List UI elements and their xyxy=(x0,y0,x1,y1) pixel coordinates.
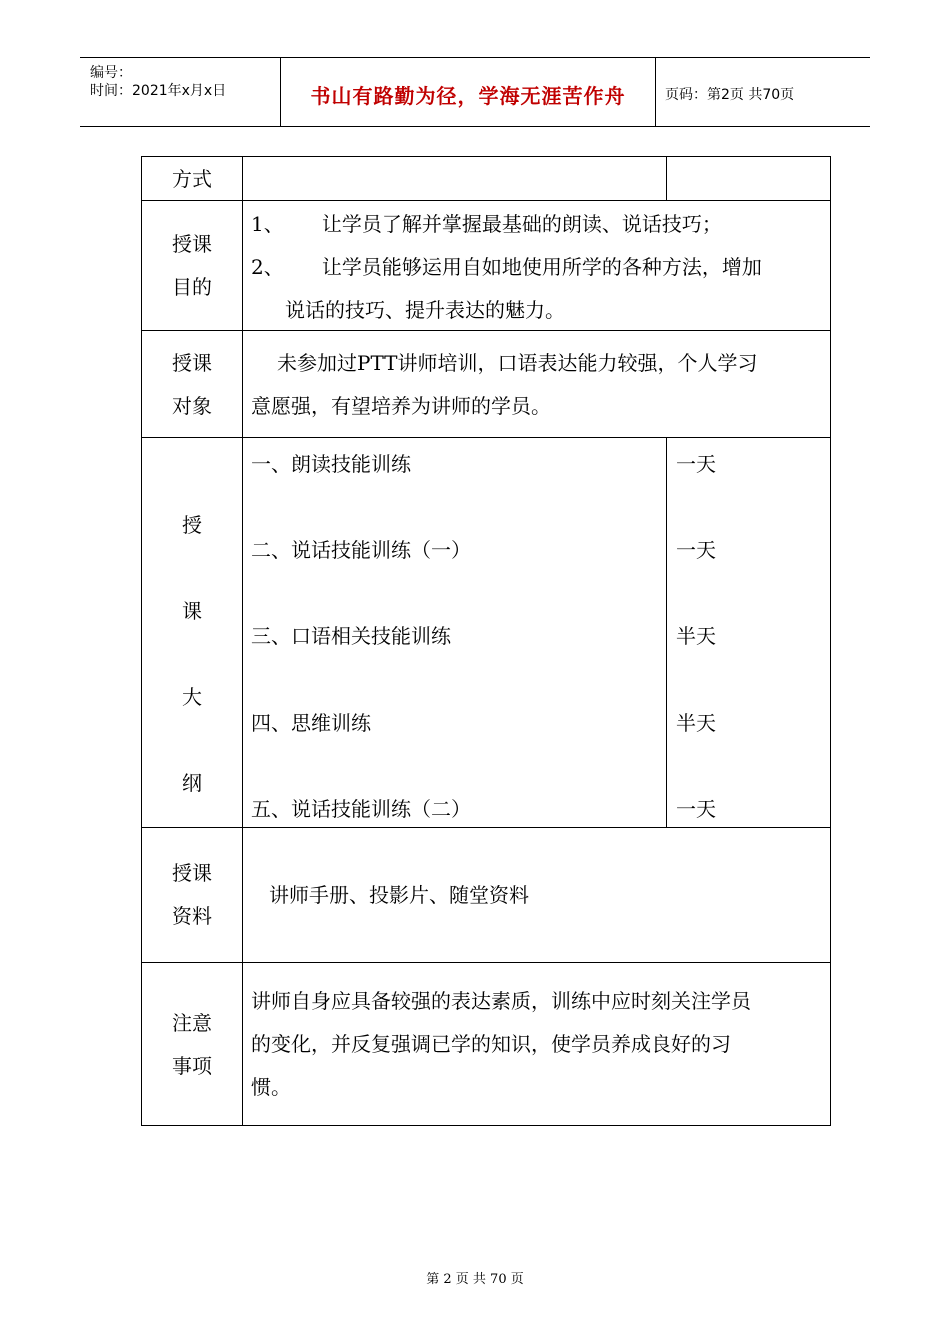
notes-label-cell xyxy=(142,1002,242,1088)
outline-label-cell xyxy=(142,482,242,826)
method-label-cell xyxy=(142,158,242,201)
outline-item-title: 四、思维训练 xyxy=(251,711,371,735)
materials-label-line1: 授课 xyxy=(172,861,212,885)
table-row-divider xyxy=(141,200,831,201)
document-number: 编号： xyxy=(90,65,132,81)
outline-duration-divider xyxy=(666,437,667,828)
notes-line-1: 讲师自身应具备较强的表达素质，训练中应时刻关注学员 xyxy=(251,989,751,1013)
method-column-divider xyxy=(666,156,667,201)
outline-item-duration: 半天 xyxy=(676,711,716,735)
outline-item-duration: 一天 xyxy=(676,797,716,821)
header-page-cell xyxy=(655,58,870,126)
outline-item-duration: 一天 xyxy=(676,452,716,476)
audience-label-cell xyxy=(142,342,242,428)
page-footer: 第 2 页 共 70 页 xyxy=(426,1272,524,1287)
table-row-divider xyxy=(141,827,831,828)
materials-label-line2: 资料 xyxy=(172,904,212,928)
outline-item-duration: 半天 xyxy=(676,624,716,648)
goal-item-2: 2、 让学员能够运用自如地使用所学的各种方法，增加 xyxy=(251,255,762,279)
table-row-divider xyxy=(141,962,831,963)
header-motto: 书山有路勤为径，学海无涯苦作舟 xyxy=(310,84,626,108)
header-page-indicator: 页码：第2页 共70页 xyxy=(665,87,795,103)
materials-label-cell xyxy=(142,852,242,938)
header-motto-cell xyxy=(280,58,656,126)
table-border-right xyxy=(830,156,831,1126)
audience-content xyxy=(251,342,826,428)
outline-item-title: 五、说话技能训练（二） xyxy=(251,797,471,821)
audience-label-line1: 授课 xyxy=(172,351,212,375)
course-table xyxy=(141,156,831,1126)
goal-label-line1: 授课 xyxy=(172,232,212,256)
table-border-top xyxy=(141,156,831,157)
table-row-divider xyxy=(141,437,831,438)
outline-label-char: 授 xyxy=(182,513,202,537)
outline-label-char: 纲 xyxy=(182,771,202,795)
outline-label-char: 课 xyxy=(182,599,202,623)
goal-label-cell xyxy=(142,223,242,309)
method-label: 方式 xyxy=(172,167,212,191)
audience-line-2: 意愿强，有望培养为讲师的学员。 xyxy=(251,394,551,418)
goal-label-line2: 目的 xyxy=(172,275,212,299)
outline-item-title: 二、说话技能训练（一） xyxy=(251,538,471,562)
goal-content xyxy=(251,203,826,332)
outline-item-duration: 一天 xyxy=(676,538,716,562)
notes-line-3: 惯。 xyxy=(251,1075,291,1099)
goal-item-1: 1、 让学员了解并掌握最基础的朗读、说话技巧； xyxy=(251,212,722,236)
outline-item-title: 一、朗读技能训练 xyxy=(251,452,411,476)
audience-line-1: 未参加过PTT讲师培训，口语表达能力较强，个人学习 xyxy=(277,351,758,375)
outline-item-title: 三、口语相关技能训练 xyxy=(251,624,451,648)
materials-content: 讲师手册、投影片、随堂资料 xyxy=(269,883,529,907)
notes-label-line1: 注意 xyxy=(172,1011,212,1035)
notes-label-line2: 事项 xyxy=(172,1054,212,1078)
notes-line-2: 的变化，并反复强调已学的知识，使学员养成良好的习 xyxy=(251,1032,731,1056)
table-border-bottom xyxy=(141,1125,831,1126)
goal-item-2-continuation: 说话的技巧、提升表达的魅力。 xyxy=(285,298,565,322)
document-date: 时间：2021年x月x日 xyxy=(90,83,227,99)
page-header xyxy=(80,57,870,127)
outline-label-char: 大 xyxy=(182,685,202,709)
audience-label-line2: 对象 xyxy=(172,394,212,418)
header-meta-cell xyxy=(80,58,280,126)
table-label-divider xyxy=(242,156,243,1126)
notes-content xyxy=(251,980,826,1109)
